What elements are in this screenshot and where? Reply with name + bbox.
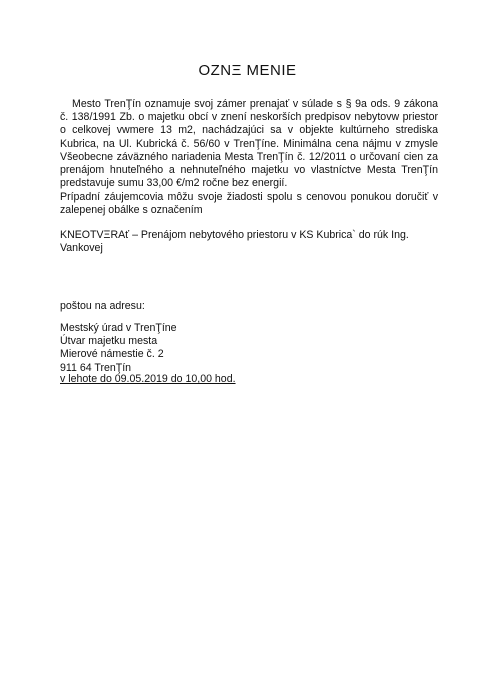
address-line-street: Mierové námestie č. 2 [60, 348, 164, 361]
envelope-label-paragraph: KNEOTVΞRAť – Prenájom nebytového priestoru v KS Kubrica` do rúk Ing. Vankovej [60, 229, 409, 255]
mail-to-paragraph: poštou na adresu: [60, 300, 145, 312]
address-block [60, 322, 438, 375]
address-line-office: Mestský úrad v TrenŢíne [60, 322, 177, 334]
applicants-paragraph: Prípadní záujemcovia môžu svoje žiadosti spolu s cenovou ponukou doručiť v zalepenej obálke s označením [60, 191, 438, 217]
document-title: OZNΞ MENIE [198, 62, 297, 79]
address-line-city: 911 64 TrenŢín [60, 361, 132, 374]
announcement-paragraph: Mesto TrenŢín oznamuje svoj zámer prenajať v súlade s § 9a ods. 9 zákona č. 138/1991 Zb. o majetku obcí v znení neskorších predpisov nebytovw priestor o celkovej vwmere 13 m2, nachádzajúci sa v objekte kultúrneho strediska Kubrica, na Ul. Kubrická č. 56/60 v TrenŢíne. Minimálna cena nájmu v zmysle Všeobecne záväzného nariadenia Mesta TrenŢín č. 12/2011 o určovaní cien za prenájom hnuteľného a nehnuteľného majetku vo vlastníctve Mesta TrenŢín predstavuje sumu 33,00 €/m2 ročne bez energií. [60, 98, 438, 190]
address-line-department: Útvar majetku mesta [60, 335, 158, 348]
deadline-line: v lehote do 09.05.2019 do 10,00 hod. [60, 373, 236, 385]
